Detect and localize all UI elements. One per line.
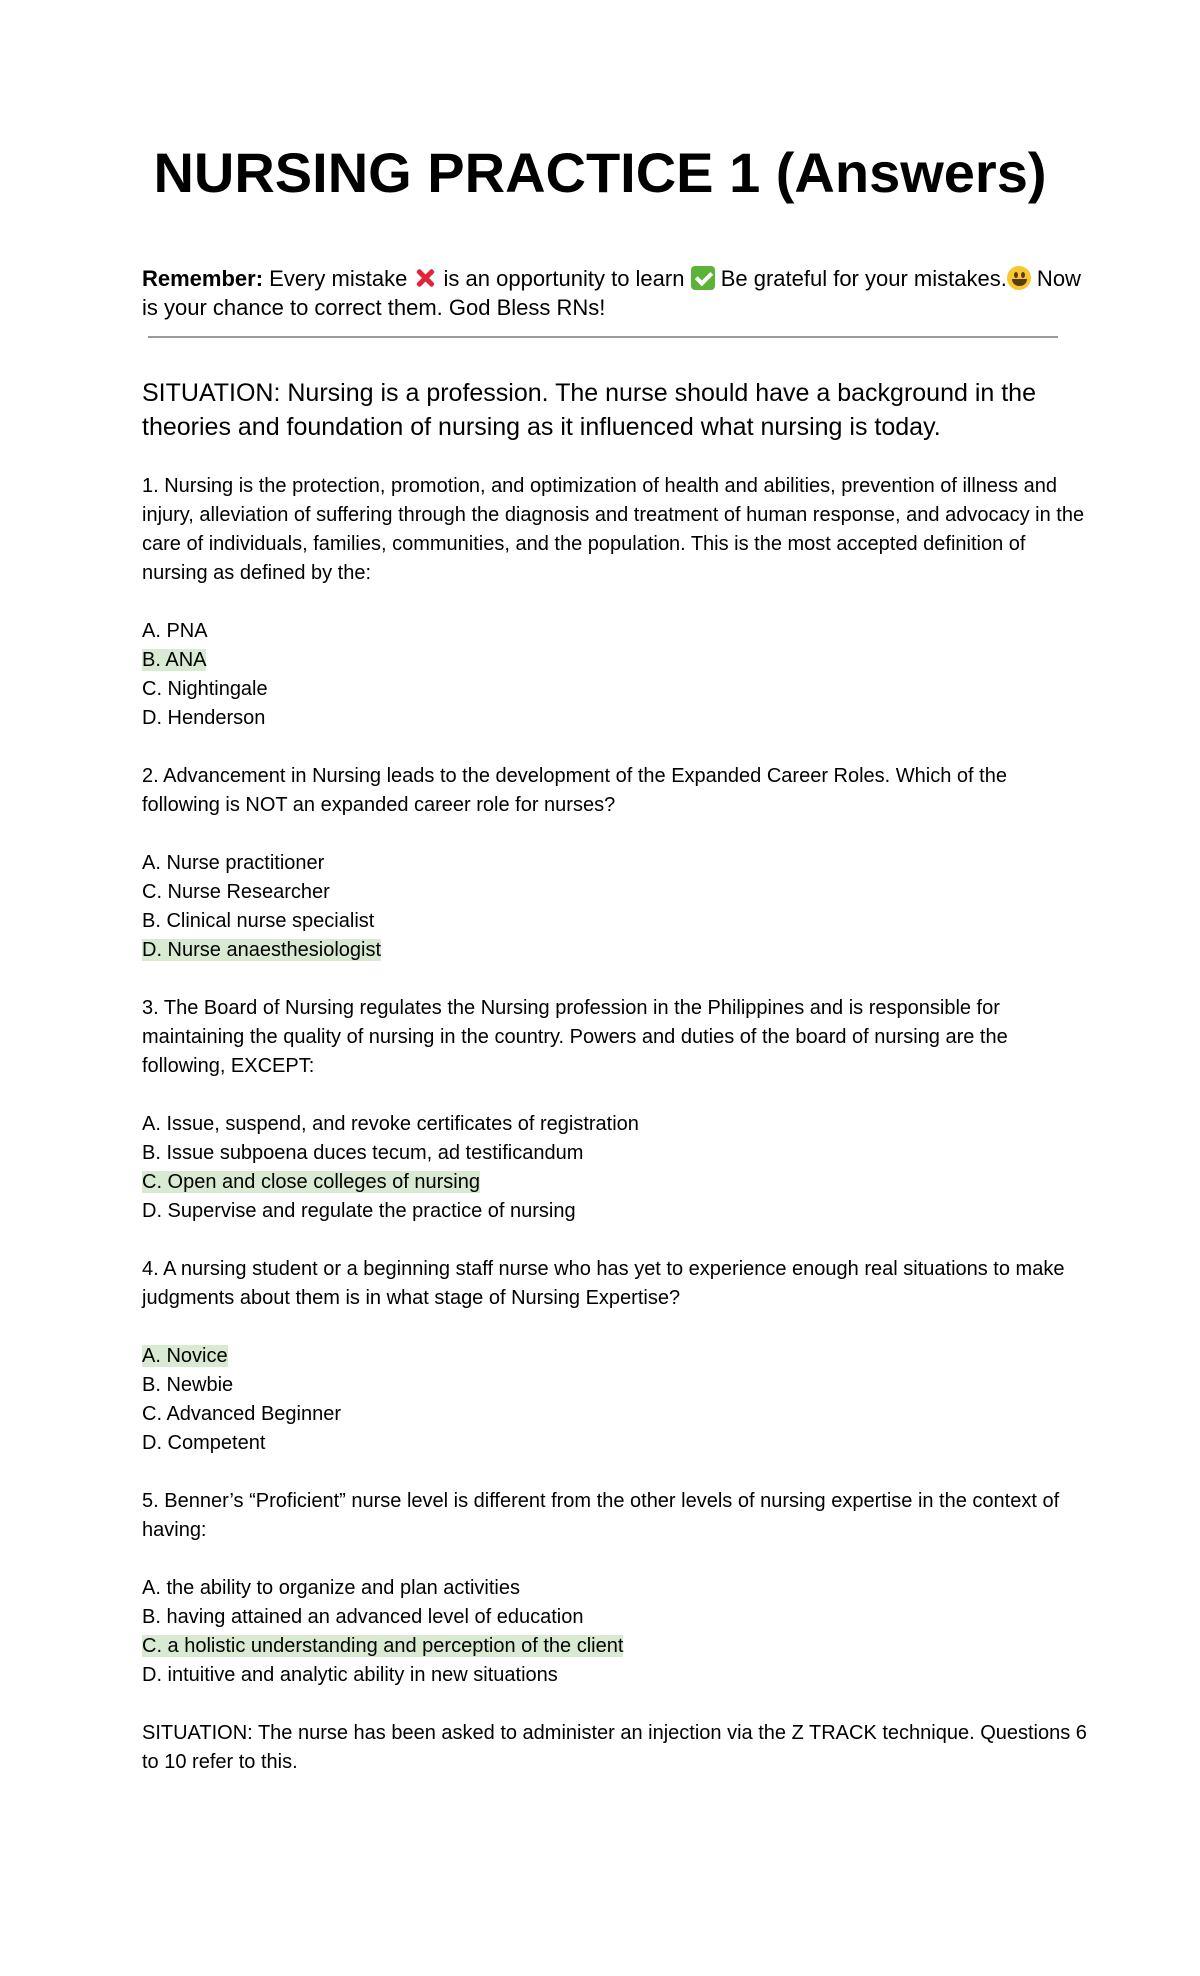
horizontal-divider	[148, 336, 1058, 338]
question-4-text: 4. A nursing student or a beginning staff nurse who has yet to experience enough real situations to make judgments about them is in what stage of Nursing Expertise?	[142, 1258, 1065, 1309]
remember-note	[142, 264, 1082, 322]
option: A. the ability to organize and plan activities	[142, 1577, 520, 1599]
page-title: NURSING PRACTICE 1 (Answers)	[153, 141, 1047, 204]
question-1-options	[142, 617, 1087, 733]
correct-option: B. ANA	[142, 649, 207, 671]
correct-option: A. Novice	[142, 1345, 228, 1367]
situation-heading: SITUATION: Nursing is a profession. The nurse should have a background in the theories and foundation of nursing as it influenced what nursing is today.	[142, 379, 1036, 441]
questions-list	[142, 472, 1087, 1777]
option: B. Clinical nurse specialist	[142, 910, 375, 932]
option: D. Supervise and regulate the practice of nursing	[142, 1200, 576, 1222]
question-4-options	[142, 1342, 1087, 1458]
option: D. Henderson	[142, 707, 266, 729]
correct-option: D. Nurse anaesthesiologist	[142, 939, 382, 961]
correct-option: C. a holistic understanding and perception of the client	[142, 1635, 624, 1657]
option: A. PNA	[142, 620, 208, 642]
remember-text-3: Be grateful for your mistakes.	[714, 266, 1007, 291]
remember-text-1: Every mistake	[263, 266, 414, 291]
option: D. intuitive and analytic ability in new situations	[142, 1664, 558, 1686]
option: B. Issue subpoena duces tecum, ad testificandum	[142, 1142, 584, 1164]
option: A. Issue, suspend, and revoke certificates of registration	[142, 1113, 639, 1135]
cross-mark-icon	[413, 266, 437, 290]
option: D. Competent	[142, 1432, 266, 1454]
option: A. Nurse practitioner	[142, 852, 325, 874]
remember-text-4: Now is your chance to correct them. God Bless RNs!	[142, 266, 1081, 320]
remember-label: Remember:	[142, 266, 264, 291]
option: C. Nurse Researcher	[142, 881, 330, 903]
question-5-text: 5. Benner’s “Proficient” nurse level is different from the other levels of nursing expertise in the context of having:	[142, 1490, 1060, 1541]
option: B. having attained an advanced level of education	[142, 1606, 584, 1628]
question-3-options	[142, 1110, 1087, 1226]
correct-option: C. Open and close colleges of nursing	[142, 1171, 480, 1193]
option: C. Advanced Beginner	[142, 1403, 342, 1425]
option: B. Newbie	[142, 1374, 234, 1396]
question-2-text: 2. Advancement in Nursing leads to the development of the Expanded Career Roles. Which of the following is NOT an expanded career role for nurses?	[142, 765, 1007, 816]
remember-text-2: is an opportunity to learn	[437, 266, 691, 291]
question-5-options	[142, 1574, 1087, 1690]
question-3-text: 3. The Board of Nursing regulates the Nursing profession in the Philippines and is responsible for maintaining the quality of nursing in the country. Powers and duties of the board of nursing are the following, EXCEPT:	[142, 997, 1008, 1077]
grinning-face-icon	[1007, 266, 1031, 290]
check-mark-icon	[691, 266, 715, 290]
question-2-options	[142, 849, 1087, 965]
option: C. Nightingale	[142, 678, 268, 700]
situation-z-track: SITUATION: The nurse has been asked to administer an injection via the Z TRACK technique. Questions 6 to 10 refer to this.	[142, 1722, 1087, 1773]
question-1-text: 1. Nursing is the protection, promotion, and optimization of health and abilities, prevention of illness and injury, alleviation of suffering through the diagnosis and treatment of human response, and advocacy in the care of individuals, families, communities, and the population. This is the most accepted definition of nursing as defined by the:	[142, 475, 1085, 584]
